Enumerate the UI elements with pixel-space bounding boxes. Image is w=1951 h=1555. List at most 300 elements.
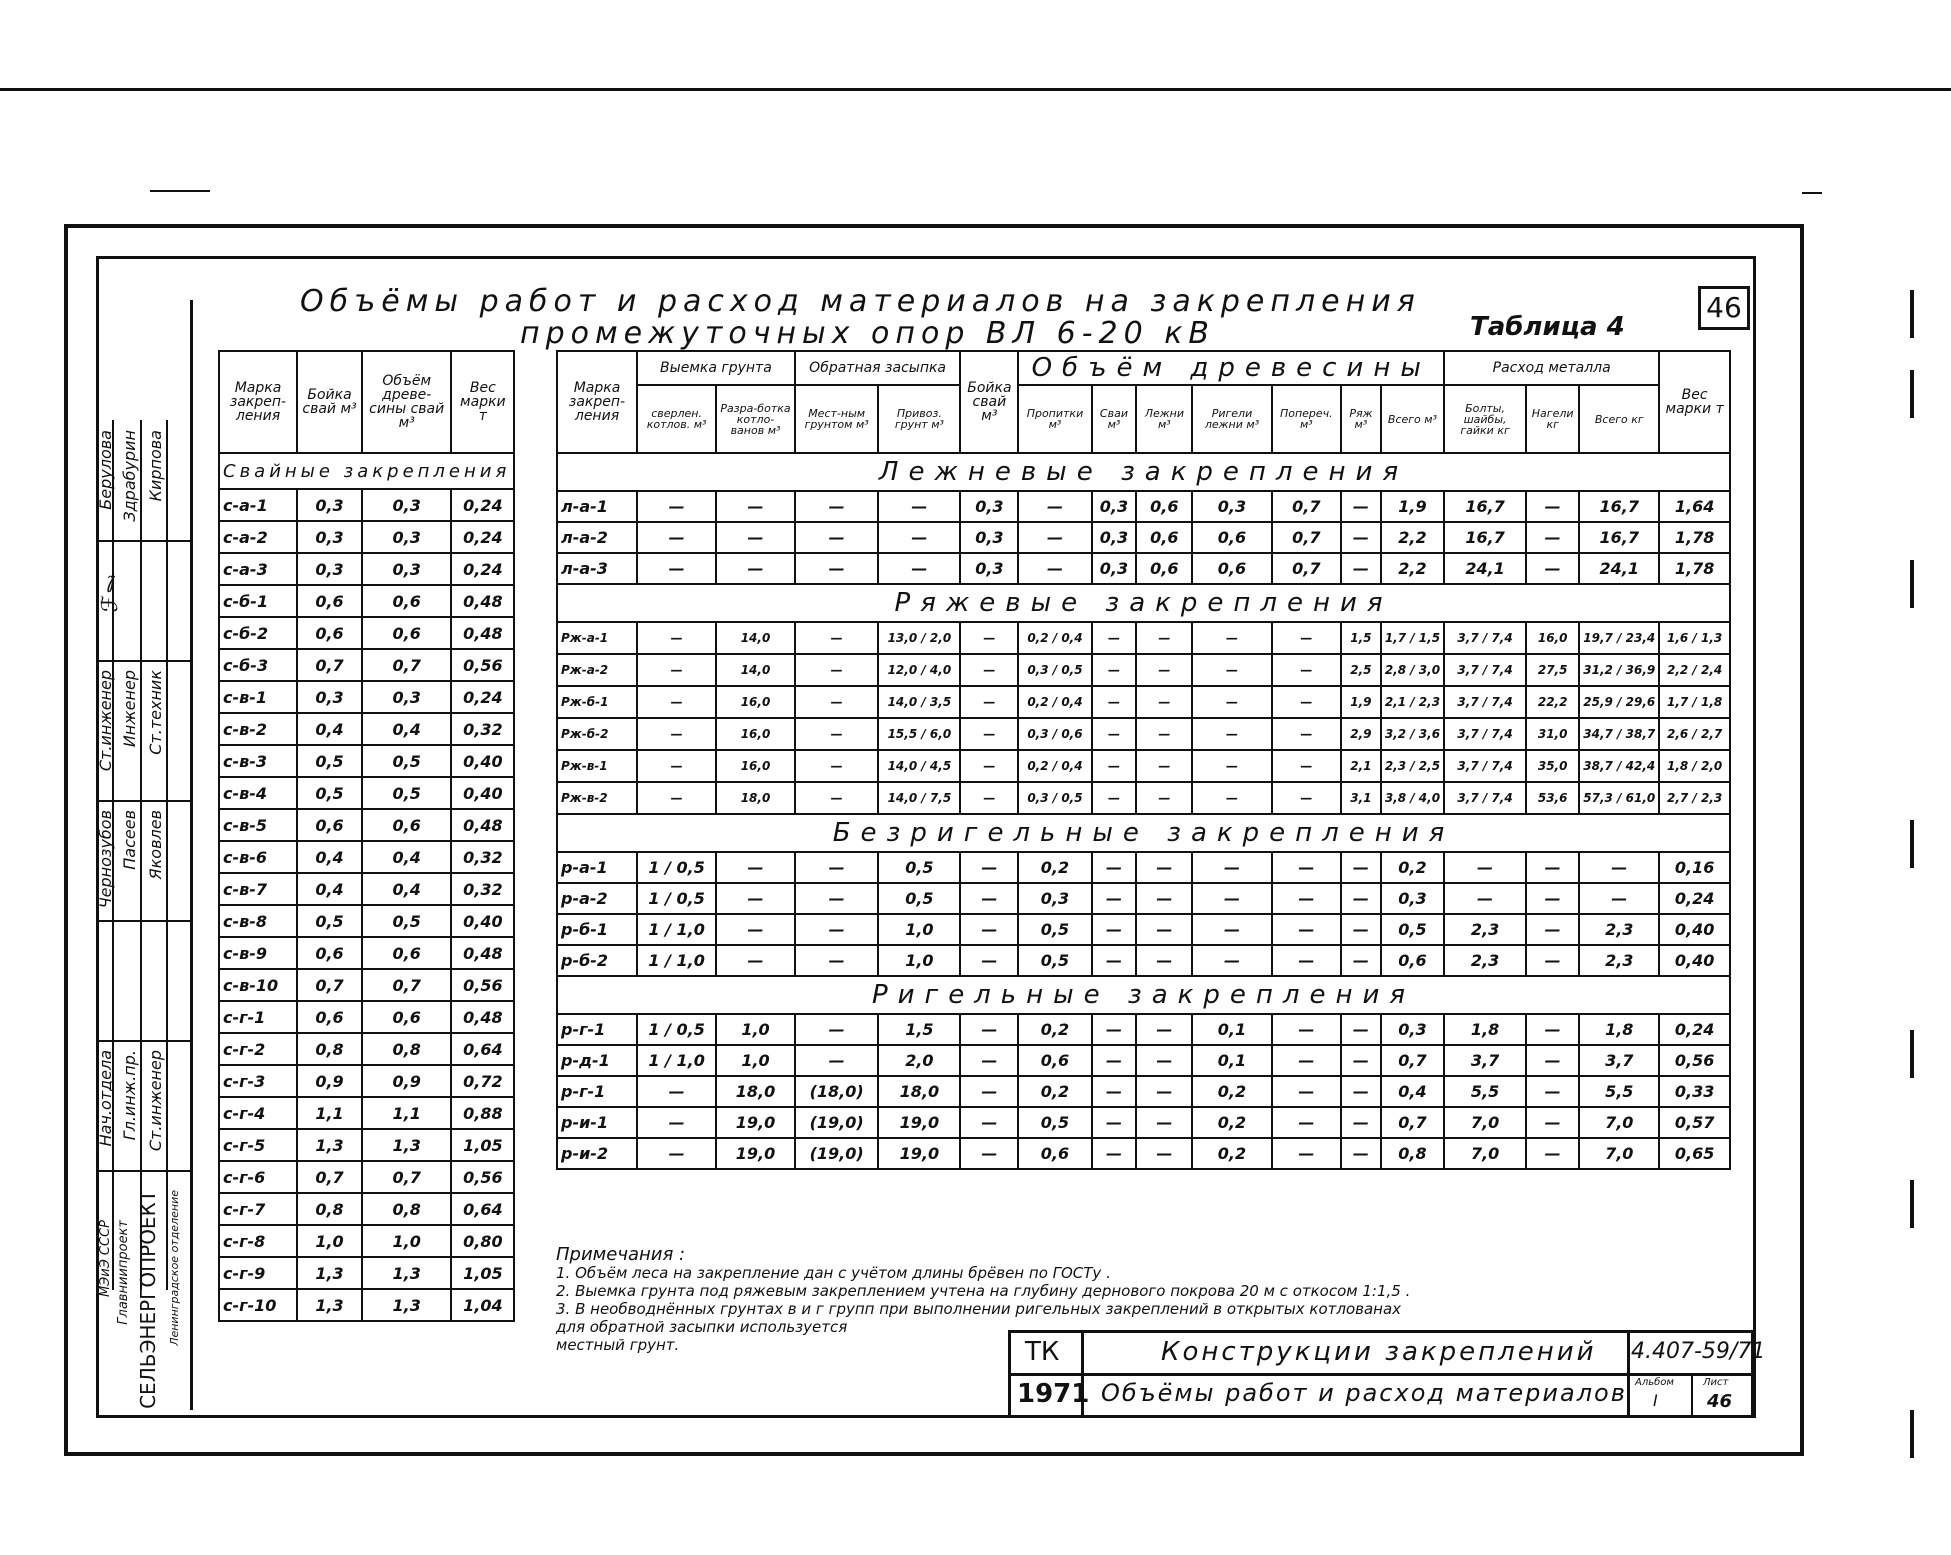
row-mark: с-в-10	[219, 969, 297, 1001]
table-cell: —	[1092, 852, 1137, 883]
table-cell: —	[1092, 1076, 1137, 1107]
stamp-name: Здрабурин	[120, 430, 139, 522]
col-subheader: сверлен. котлов. м³	[637, 385, 716, 453]
table-cell: 3,2 / 3,6	[1381, 718, 1444, 750]
row-mark: с-в-4	[219, 777, 297, 809]
table-cell: —	[1526, 883, 1579, 914]
table-cell: 0,1	[1192, 1045, 1271, 1076]
table-cell: 38,7 / 42,4	[1579, 750, 1659, 782]
stamp-divider	[96, 920, 190, 922]
table-cell: 1,0	[878, 914, 960, 945]
row-mark: р-д-1	[557, 1045, 637, 1076]
section-title: Свайные закрепления	[219, 453, 514, 489]
table-cell: —	[1136, 914, 1192, 945]
table-cell: 0,4	[362, 873, 451, 905]
table-cell: 1,04	[451, 1289, 514, 1321]
col-subheader: Нагели кг	[1526, 385, 1579, 453]
table-cell: 0,5	[1018, 914, 1091, 945]
table-row	[219, 1129, 514, 1161]
table-cell: —	[960, 686, 1018, 718]
table-cell: 5,5	[1579, 1076, 1659, 1107]
table-cell: 0,72	[451, 1065, 514, 1097]
table-cell: 0,48	[451, 585, 514, 617]
stamp-divider	[96, 1040, 190, 1042]
table-cell: 16,7	[1444, 522, 1526, 553]
table-cell: 0,9	[362, 1065, 451, 1097]
table-cell: 0,8	[297, 1193, 362, 1225]
title-line-2: промежуточных опор ВЛ 6-20 кВ	[520, 316, 1215, 351]
stamp-org: Главниипроект	[116, 1220, 131, 1325]
table-cell: —	[1018, 491, 1091, 522]
table-cell: —	[960, 1045, 1018, 1076]
row-mark: л-а-2	[557, 522, 637, 553]
table-cell: 1,5	[878, 1014, 960, 1045]
table-cell: —	[1092, 1014, 1137, 1045]
table-cell: 0,48	[451, 1001, 514, 1033]
table-cell: —	[1136, 686, 1192, 718]
table-cell: —	[637, 1076, 716, 1107]
table-cell: 0,6	[297, 585, 362, 617]
table-cell: —	[795, 750, 879, 782]
table-cell: 35,0	[1526, 750, 1579, 782]
table-cell: —	[1526, 914, 1579, 945]
table-cell: —	[1341, 945, 1381, 976]
row-mark: с-г-6	[219, 1161, 297, 1193]
col-header: Вес марки т	[1659, 351, 1730, 453]
table-cell: 0,6	[1018, 1045, 1091, 1076]
table-cell: —	[716, 914, 795, 945]
table-cell: 0,7	[1272, 522, 1341, 553]
stamp-name: Чернозубов	[96, 810, 115, 909]
table-cell: 0,4	[297, 873, 362, 905]
table-cell: 19,0	[878, 1138, 960, 1169]
stamp-divider	[96, 800, 190, 802]
row-mark: р-и-1	[557, 1107, 637, 1138]
col-subheader: Привоз. грунт м³	[878, 385, 960, 453]
table-cell: 27,5	[1526, 654, 1579, 686]
table-cell: —	[795, 553, 879, 584]
table-cell: 25,9 / 29,6	[1579, 686, 1659, 718]
table-cell: (19,0)	[795, 1107, 879, 1138]
table-cell: —	[1192, 654, 1271, 686]
table-cell: —	[795, 1014, 879, 1045]
table-cell: —	[960, 914, 1018, 945]
table-cell: —	[1341, 491, 1381, 522]
table-cell: —	[795, 782, 879, 814]
table-cell: —	[1272, 1107, 1341, 1138]
table-row	[557, 914, 1730, 945]
stamp-dept: Нач.отдела	[96, 1050, 115, 1147]
table-cell: 0,5	[878, 852, 960, 883]
table-cell: —	[1341, 883, 1381, 914]
table-cell: —	[716, 553, 795, 584]
table-cell: 16,0	[716, 686, 795, 718]
table-cell: 0,6	[1192, 522, 1271, 553]
row-mark: Рж-а-1	[557, 622, 637, 654]
table-cell: 0,6	[1192, 553, 1271, 584]
note-item: 1. Объём леса на закрепление дан с учётом длины брёвен по ГОСТу .	[556, 1264, 1111, 1282]
col-header: Объём древесины	[1018, 351, 1444, 385]
table-cell: —	[1092, 782, 1137, 814]
table-cell: 0,3	[1092, 522, 1137, 553]
table-cell: —	[1272, 852, 1341, 883]
page-number: 46	[1698, 286, 1750, 330]
table-cell: 0,7	[1272, 491, 1341, 522]
col-header: Бойка свай м³	[297, 351, 362, 453]
tb-sheet-value: 46	[1707, 1391, 1733, 1412]
table-cell: 2,3	[1579, 945, 1659, 976]
table-cell: —	[795, 491, 879, 522]
col-header: Марка закреп-ления	[557, 351, 637, 453]
stamp-role: Инженер	[120, 670, 139, 748]
tb-year: 1971	[1017, 1379, 1090, 1409]
table-cell: 0,4	[1381, 1076, 1444, 1107]
table-cell: 0,5	[1018, 1107, 1091, 1138]
table-cell: —	[1192, 945, 1271, 976]
table-cell: —	[1092, 945, 1137, 976]
table-cell: —	[1272, 883, 1341, 914]
table-row	[219, 1161, 514, 1193]
table-cell: —	[960, 622, 1018, 654]
table-row	[219, 1193, 514, 1225]
table-cell: 7,0	[1579, 1107, 1659, 1138]
table-cell: 24,1	[1444, 553, 1526, 584]
table-cell: 0,6	[362, 809, 451, 841]
table-cell: 0,3	[960, 522, 1018, 553]
table-row	[557, 750, 1730, 782]
table-cell: 53,6	[1526, 782, 1579, 814]
row-mark: р-б-2	[557, 945, 637, 976]
stamp-divider	[96, 660, 190, 662]
table-cell: 2,9	[1341, 718, 1381, 750]
table-cell: 0,4	[362, 841, 451, 873]
table-cell: 14,0	[716, 654, 795, 686]
table-cell: —	[1136, 883, 1192, 914]
table-cell: 1,8 / 2,0	[1659, 750, 1730, 782]
table-cell: —	[716, 522, 795, 553]
table-cell: —	[1272, 686, 1341, 718]
table-cell: 2,7 / 2,3	[1659, 782, 1730, 814]
table-row	[219, 937, 514, 969]
table-cell: —	[1341, 914, 1381, 945]
table-cell: —	[1341, 1107, 1381, 1138]
table-cell: —	[795, 654, 879, 686]
table-cell: —	[716, 491, 795, 522]
table-cell: 0,6	[1136, 491, 1192, 522]
table-row	[219, 969, 514, 1001]
table-cell: 1,0	[297, 1225, 362, 1257]
table-cell: 0,3	[960, 491, 1018, 522]
table-cell: 0,88	[451, 1097, 514, 1129]
table-cell: —	[795, 852, 879, 883]
notes-title: Примечания :	[556, 1244, 686, 1265]
table-cell: 1,9	[1341, 686, 1381, 718]
top-rule	[0, 88, 1951, 91]
table-cell: 0,64	[451, 1193, 514, 1225]
table-row	[219, 745, 514, 777]
stamp-dept: Гл.инж.пр.	[120, 1050, 139, 1141]
table-cell: (19,0)	[795, 1138, 879, 1169]
table-cell: 1,78	[1659, 553, 1730, 584]
table-cell: 0,40	[1659, 945, 1730, 976]
row-mark: с-г-4	[219, 1097, 297, 1129]
table-cell: —	[795, 686, 879, 718]
table-cell: —	[1444, 883, 1526, 914]
table-cell: —	[1136, 945, 1192, 976]
table-cell: —	[1526, 1076, 1579, 1107]
table-cell: —	[716, 945, 795, 976]
row-mark: с-г-3	[219, 1065, 297, 1097]
table-row	[557, 852, 1730, 883]
edge-mark	[1910, 1410, 1914, 1458]
table-cell: 0,6	[1381, 945, 1444, 976]
table-cell: 1,3	[297, 1289, 362, 1321]
table-cell: 19,7 / 23,4	[1579, 622, 1659, 654]
row-mark: Рж-б-2	[557, 718, 637, 750]
row-mark: с-г-5	[219, 1129, 297, 1161]
table-cell: 0,2	[1018, 852, 1091, 883]
note-item: 2. Выемка грунта под ряжевым закреплением учтена на глубину дернового покрова 20 м с откосом 1:1,5 .	[556, 1282, 1411, 1300]
table-cell: 0,2 / 0,4	[1018, 622, 1091, 654]
col-subheader: Лежни м³	[1136, 385, 1192, 453]
table-row	[219, 681, 514, 713]
table-cell: 0,3	[297, 681, 362, 713]
col-subheader: Пропитки м³	[1018, 385, 1091, 453]
table-cell: 0,65	[1659, 1138, 1730, 1169]
table-cell: 0,3	[362, 553, 451, 585]
table-cell: 1,7 / 1,5	[1381, 622, 1444, 654]
table-cell: 0,3	[1092, 491, 1137, 522]
table-row	[219, 777, 514, 809]
table-row	[219, 649, 514, 681]
table-cell: 0,16	[1659, 852, 1730, 883]
table-row	[219, 841, 514, 873]
stamp-dept: Ст.инженер	[146, 1050, 165, 1152]
table-row	[557, 1138, 1730, 1169]
table-cell: 15,5 / 6,0	[878, 718, 960, 750]
table-cell: —	[1272, 782, 1341, 814]
table-row	[219, 905, 514, 937]
table-cell: 0,3	[960, 553, 1018, 584]
stamp-divider	[96, 1170, 190, 1172]
table-cell: —	[1192, 883, 1271, 914]
table-cell: 7,0	[1444, 1107, 1526, 1138]
row-mark: с-в-3	[219, 745, 297, 777]
table-cell: 0,5	[1018, 945, 1091, 976]
table-row	[557, 945, 1730, 976]
table-cell: 1,64	[1659, 491, 1730, 522]
table-cell: 0,6	[297, 937, 362, 969]
tb-album-label: Альбом	[1635, 1377, 1674, 1388]
stamp-divider	[140, 420, 142, 1290]
table-cell: 0,24	[451, 553, 514, 585]
table-cell: 0,56	[451, 649, 514, 681]
table-cell: —	[716, 883, 795, 914]
table-cell: 1,05	[451, 1257, 514, 1289]
table-cell: 24,1	[1579, 553, 1659, 584]
table-row	[557, 1014, 1730, 1045]
table-cell: 0,6	[362, 585, 451, 617]
row-mark: р-г-1	[557, 1014, 637, 1045]
table-row	[557, 491, 1730, 522]
table-cell: —	[1341, 522, 1381, 553]
table-cell: 0,24	[1659, 883, 1730, 914]
row-mark: с-г-7	[219, 1193, 297, 1225]
col-subheader: Ригели лежни м³	[1192, 385, 1271, 453]
table-cell: 0,5	[1381, 914, 1444, 945]
table-cell: —	[1272, 1014, 1341, 1045]
table-cell: 0,5	[297, 777, 362, 809]
table-cell: —	[1526, 852, 1579, 883]
table-cell: 0,56	[451, 1161, 514, 1193]
section-title: Лежневые закрепления	[557, 453, 1730, 491]
table-cell: —	[1526, 522, 1579, 553]
table-cell: 14,0	[716, 622, 795, 654]
table-cell: —	[1092, 750, 1137, 782]
table-cell: 0,2 / 0,4	[1018, 686, 1091, 718]
table-cell: —	[960, 945, 1018, 976]
table-cell: 12,0 / 4,0	[878, 654, 960, 686]
table-cell: —	[1136, 1138, 1192, 1169]
table-cell: —	[1092, 622, 1137, 654]
table-row	[219, 1225, 514, 1257]
table-cell: 0,4	[362, 713, 451, 745]
title-line-1: Объёмы работ и расход материалов на закрепления	[300, 284, 1421, 319]
table-cell: —	[960, 718, 1018, 750]
row-mark: с-а-3	[219, 553, 297, 585]
table-cell: 1,8	[1444, 1014, 1526, 1045]
tb-divider	[1011, 1373, 1751, 1376]
table-cell: 0,7	[1272, 553, 1341, 584]
section-row	[557, 584, 1730, 622]
row-mark: с-б-1	[219, 585, 297, 617]
table-cell: 2,1 / 2,3	[1381, 686, 1444, 718]
table-cell: —	[960, 1138, 1018, 1169]
table-cell: 0,3	[362, 681, 451, 713]
table-cell: —	[960, 1014, 1018, 1045]
table-cell: 0,4	[297, 841, 362, 873]
table-cell: 0,5	[362, 905, 451, 937]
table-cell: 18,0	[716, 782, 795, 814]
table-cell: 0,2	[1018, 1014, 1091, 1045]
row-mark: р-а-1	[557, 852, 637, 883]
table-cell: 3,7 / 7,4	[1444, 750, 1526, 782]
table-cell: 0,40	[451, 905, 514, 937]
table-cell: —	[1192, 852, 1271, 883]
row-mark: л-а-3	[557, 553, 637, 584]
table-cell: —	[1341, 1076, 1381, 1107]
table-cell: 16,7	[1579, 491, 1659, 522]
table-cell: —	[1192, 750, 1271, 782]
stamp-org: МЭиЭ СССР	[98, 1220, 113, 1298]
table-cell: —	[1526, 1045, 1579, 1076]
stamp-divider	[96, 540, 190, 542]
table-cell: 1 / 0,5	[637, 883, 716, 914]
row-mark: л-а-1	[557, 491, 637, 522]
tb-doc-no: 4.407-59/71	[1631, 1339, 1766, 1364]
table-cell: 0,40	[451, 777, 514, 809]
table-cell: 22,2	[1526, 686, 1579, 718]
top-dash	[150, 190, 210, 192]
table-cell: —	[795, 622, 879, 654]
table-cell: 3,7	[1444, 1045, 1526, 1076]
table-cell: 0,48	[451, 809, 514, 841]
table-cell: 1,0	[878, 945, 960, 976]
table-cell: 1,0	[362, 1225, 451, 1257]
tb-name-2: Объёмы работ и расход материалов	[1101, 1379, 1627, 1407]
table-cell: —	[637, 782, 716, 814]
table-cell: 2,8 / 3,0	[1381, 654, 1444, 686]
table-cell: 0,8	[362, 1033, 451, 1065]
row-mark: р-г-1	[557, 1076, 637, 1107]
table-cell: 1 / 0,5	[637, 852, 716, 883]
table-cell: 0,7	[1381, 1107, 1444, 1138]
col-subheader: Разра-ботка котло-ванов м³	[716, 385, 795, 453]
row-mark: с-в-1	[219, 681, 297, 713]
table-cell: —	[637, 491, 716, 522]
table-cell: —	[960, 750, 1018, 782]
table-cell: —	[1136, 1045, 1192, 1076]
tb-name-1: Конструкции закреплений	[1161, 1337, 1597, 1367]
table-cell: 1,1	[362, 1097, 451, 1129]
table-cell: —	[637, 654, 716, 686]
table-cell: —	[637, 718, 716, 750]
top-dash	[1802, 192, 1822, 194]
table-cell: 14,0 / 4,5	[878, 750, 960, 782]
table-row	[219, 1033, 514, 1065]
table-cell: 3,7 / 7,4	[1444, 718, 1526, 750]
col-subheader: Попереч. м³	[1272, 385, 1341, 453]
table-cell: 1,3	[297, 1129, 362, 1161]
table-cell: 0,24	[451, 521, 514, 553]
title-block	[1008, 1330, 1766, 1418]
table-cell: —	[1579, 852, 1659, 883]
row-mark: Рж-в-1	[557, 750, 637, 782]
table-cell: 0,3	[297, 553, 362, 585]
table-cell: —	[1136, 1076, 1192, 1107]
table-cell: —	[1526, 553, 1579, 584]
table-cell: 14,0 / 7,5	[878, 782, 960, 814]
edge-mark	[1910, 560, 1914, 608]
col-subheader: Болты, шайбы, гайки кг	[1444, 385, 1526, 453]
table-cell: —	[1092, 654, 1137, 686]
table-cell: —	[637, 553, 716, 584]
table-row	[557, 782, 1730, 814]
stamp-name: Яковлев	[146, 810, 165, 880]
table-row	[557, 622, 1730, 654]
table-label: Таблица 4	[1470, 312, 1625, 342]
table-cell: 0,32	[451, 841, 514, 873]
table-row	[219, 553, 514, 585]
table-cell: 0,3	[1018, 883, 1091, 914]
table-cell: 1,78	[1659, 522, 1730, 553]
col-header: Расход металла	[1444, 351, 1659, 385]
section-title: Ряжевые закрепления	[557, 584, 1730, 622]
table-cell: 0,57	[1659, 1107, 1730, 1138]
table-cell: 1 / 1,0	[637, 1045, 716, 1076]
table-cell: 0,5	[362, 745, 451, 777]
table-cell: —	[1092, 883, 1137, 914]
table-cell: 2,2	[1381, 522, 1444, 553]
table-cell: 3,7 / 7,4	[1444, 622, 1526, 654]
table-cell: 0,7	[297, 1161, 362, 1193]
table-cell: —	[960, 1107, 1018, 1138]
row-mark: р-а-2	[557, 883, 637, 914]
stamp-divider	[166, 420, 168, 1290]
row-mark: с-в-6	[219, 841, 297, 873]
table-cell: 3,7 / 7,4	[1444, 654, 1526, 686]
table-cell: 7,0	[1444, 1138, 1526, 1169]
